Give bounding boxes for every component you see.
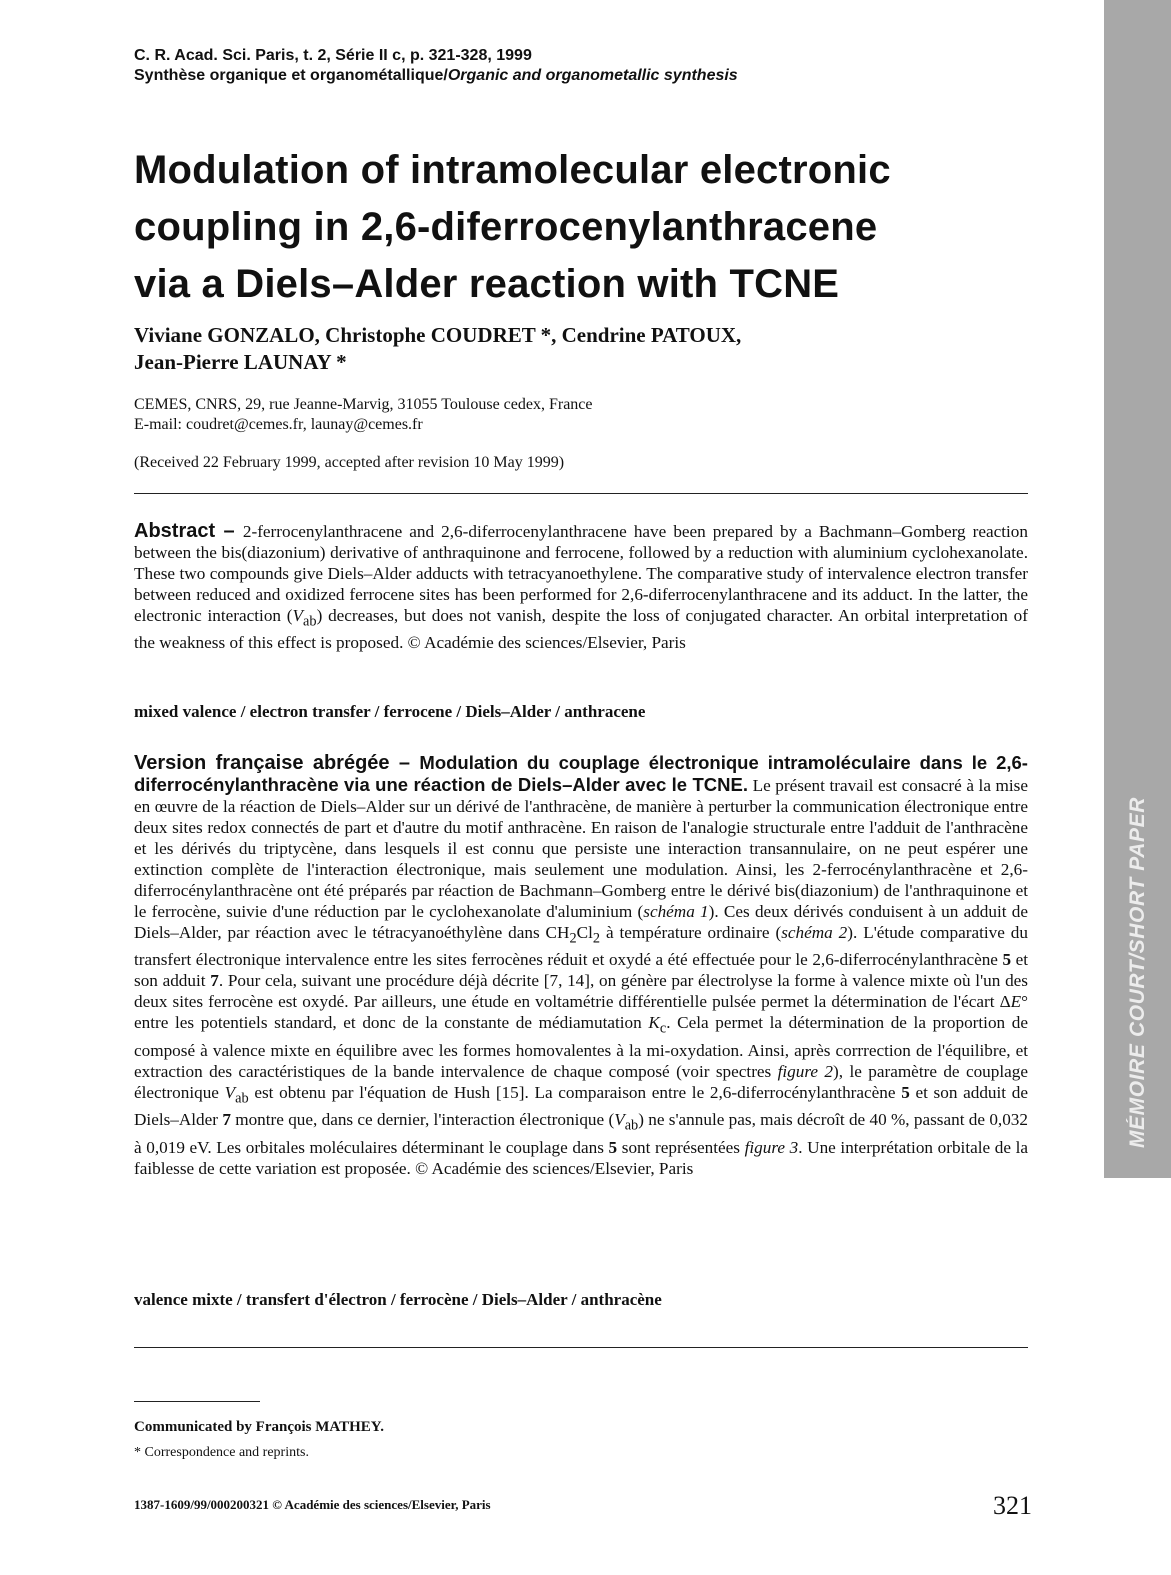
- divider-bottom: [134, 1347, 1028, 1348]
- authors-line-1: Viviane GONZALO, Christophe COUDRET *, Cendrine PATOUX,: [134, 323, 742, 347]
- french-text: Cl: [576, 923, 593, 942]
- divider-top: [134, 493, 1028, 494]
- french-text: ), le paramètre de couplage électronique: [134, 1061, 1028, 1102]
- formula-subscript: 2: [569, 930, 577, 947]
- symbol-k: K: [648, 1013, 660, 1033]
- abstract-dash: –: [215, 520, 243, 542]
- abstract-vab-sub: ab: [303, 613, 317, 630]
- issn-line: 1387-1609/99/000200321 © Académie des sciences/Elsevier, Paris: [134, 1497, 491, 1512]
- french-text: ). Ces deux dérivés conduisent à un adduit de Diels–Alder, par réaction avec le tétracyanoéthylène dans CH: [134, 902, 1029, 942]
- french-text: . Cela permet la détermination de la proportion de composé à valence mixte en équilibre avec les formes homovalentes à la mi-oxydation. Ainsi, après corrrection de l'équilibre, et extraction des caractéristiques de la bande intervalence de chaque composé (voir spectres: [134, 1013, 1028, 1081]
- affiliation: [134, 395, 934, 435]
- french-label: Version française abrégée: [134, 752, 390, 774]
- french-text: Le présent travail est consacré à la mise en œuvre de la réaction de Diels–Alder sur un dérivé de l'anthracène, de manière à perturber la communication électronique entre deux sites redox connectés de part et d'autre du motif anthracène. En raison de l'analogie structurale entre l'adduit de l'anthracène et les dérivés du triptycène, dans lesquels il est connu que persiste une interaction transannulaire, on ne peut espérer une extinction complète de l'interaction électronique, mais seulement une modulation. Ainsi, les 2-ferrocénylanthracène et 2,6-diferrocénylanthracène ont été préparés par réaction de Bachmann–Gomberg entre le dérivé bis(diazonium) de l'anthraquinone et le ferrocène, suivie d'une réduction par le cyclohexanolate d'aluminium (: [134, 776, 1028, 921]
- footnote-correspondence: * Correspondence and reprints.: [134, 1445, 309, 1460]
- abstract-vab: V: [292, 606, 304, 625]
- french-text: à température ordinaire (: [600, 923, 782, 942]
- title-line-2: coupling in 2,6-diferrocenylanthracene: [134, 205, 878, 249]
- symbol-subscript: c: [659, 1020, 667, 1037]
- authors-line-2: Jean-Pierre LAUNAY *: [134, 350, 347, 374]
- compound-number: 7: [210, 971, 219, 991]
- french-text: sont représentées: [617, 1137, 745, 1157]
- affiliation-address: CEMES, CNRS, 29, rue Jeanne-Marvig, 31055 Toulouse cedex, France: [134, 396, 593, 413]
- french-text: . Une interprétation orbitale de la faiblesse de cette variation est proposée. © Académie des sciences/Elsevier, Paris: [134, 1137, 1028, 1178]
- page-number: 321: [993, 1491, 1032, 1520]
- author-list: [134, 322, 1014, 376]
- side-tab-label: MÉMOIRE COURT/SHORT PAPER: [1125, 796, 1149, 1148]
- keywords-french: valence mixte / transfert d'électron / ferrocène / Diels–Alder / anthracène: [134, 1290, 662, 1309]
- french-text: ° entre les potentiels standard, et donc de la constante de médiamutation: [134, 992, 1028, 1033]
- keywords-english: mixed valence / electron transfer / ferrocene / Diels–Alder / anthracene: [134, 702, 646, 721]
- french-text: est obtenu par l'équation de Hush [15]. La comparaison entre le 2,6-diferrocénylanthracène: [248, 1082, 902, 1102]
- figure-3-ref: figure 3: [744, 1137, 799, 1157]
- figure-2-ref: figure 2: [777, 1061, 834, 1081]
- side-tab: [1104, 0, 1171, 1178]
- section-line: [134, 66, 1034, 86]
- title-line-1: Modulation of intramolecular electronic: [134, 148, 891, 192]
- french-text: ). L'étude comparative du transfert électronique intervalence entre les sites ferrocènes réduit et oxydé a été effectuée pour le 2,6-diferrocénylanthracène: [134, 923, 1028, 970]
- abstract-label: Abstract: [134, 520, 216, 542]
- french-subtitle: Modulation du couplage électronique intramoléculaire dans le 2,6-diferrocénylanthracène via une réaction de Diels–Alder avec le TCNE.: [134, 752, 1028, 795]
- formula-subscript: 2: [592, 930, 601, 947]
- french-text: et son adduit: [134, 950, 1028, 991]
- title-line-3: via a Diels–Alder reaction with TCNE: [134, 262, 840, 306]
- symbol-e: E: [1010, 992, 1022, 1012]
- compound-number: 5: [901, 1082, 910, 1102]
- abstract-text-a: 2-ferrocenylanthracene and 2,6-diferrocenylanthracene have been prepared by a Bachmann–Gomberg reaction between the bis(diazonium) derivative of anthraquinone and ferrocene, followed by a reduction with aluminium cyclohexanolate. These two compounds give Diels–Alder adducts with tetracyanoethylene. The comparative study of intervalence electron transfer between reduced and oxidized ferrocene sites has been performed for 2,6-diferrocenylanthracene and its adduct. In the latter, the electronic interaction (: [134, 522, 1028, 625]
- article-title: [134, 142, 1054, 313]
- symbol-subscript: ab: [235, 1090, 249, 1107]
- schema-2-ref: schéma 2: [781, 923, 848, 942]
- footnote-rule: [134, 1401, 260, 1402]
- footnote-communicated: Communicated by François MATHEY.: [134, 1419, 385, 1435]
- compound-number: 7: [222, 1110, 231, 1130]
- journal-header: [134, 46, 1034, 86]
- symbol-subscript: ab: [624, 1117, 639, 1134]
- french-text: et son adduit de Diels–Alder: [134, 1082, 1028, 1130]
- schema-1-ref: schéma 1: [643, 902, 709, 921]
- section-french: Synthèse organique et organométallique/: [134, 67, 448, 84]
- affiliation-email: E-mail: coudret@cemes.fr, launay@cemes.fr: [134, 416, 423, 433]
- french-text: ) ne s'annule pas, mais décroît de 40 %, passant de 0,032 à 0,019 eV. Les orbitales moléculaires déterminant le couplage dans: [134, 1110, 1028, 1157]
- section-english: Organic and organometallic synthesis: [447, 67, 738, 84]
- french-text: . Pour cela, suivant une procédure déjà décrite [7, 14], on génère par électrolyse la forme à valence mixte où l'un des deux sites ferrocène est oxydé. Par ailleurs, une étude en voltamétrie différentielle pulsée permet la détermination de l'écart Δ: [134, 971, 1028, 1012]
- abstract-text-b: ) decreases, but does not vanish, despite the loss of conjugated character. An orbital interpretation of the weakness of this effect is proposed. © Académie des sciences/Elsevier, Paris: [134, 606, 1028, 653]
- abstract-paragraph: [134, 521, 1028, 653]
- symbol-v: V: [224, 1082, 236, 1102]
- received-dates: (Received 22 February 1999, accepted after revision 10 May 1999): [134, 454, 565, 471]
- compound-number: 5: [608, 1137, 618, 1157]
- french-abridged-paragraph: [134, 752, 1028, 1179]
- citation-line: C. R. Acad. Sci. Paris, t. 2, Série II c, p. 321-328, 1999: [134, 47, 532, 64]
- french-dash: –: [389, 752, 420, 774]
- french-text: montre que, dans ce dernier, l'interaction électronique (: [230, 1110, 615, 1130]
- compound-number: 5: [1002, 950, 1012, 970]
- symbol-v: V: [614, 1110, 625, 1130]
